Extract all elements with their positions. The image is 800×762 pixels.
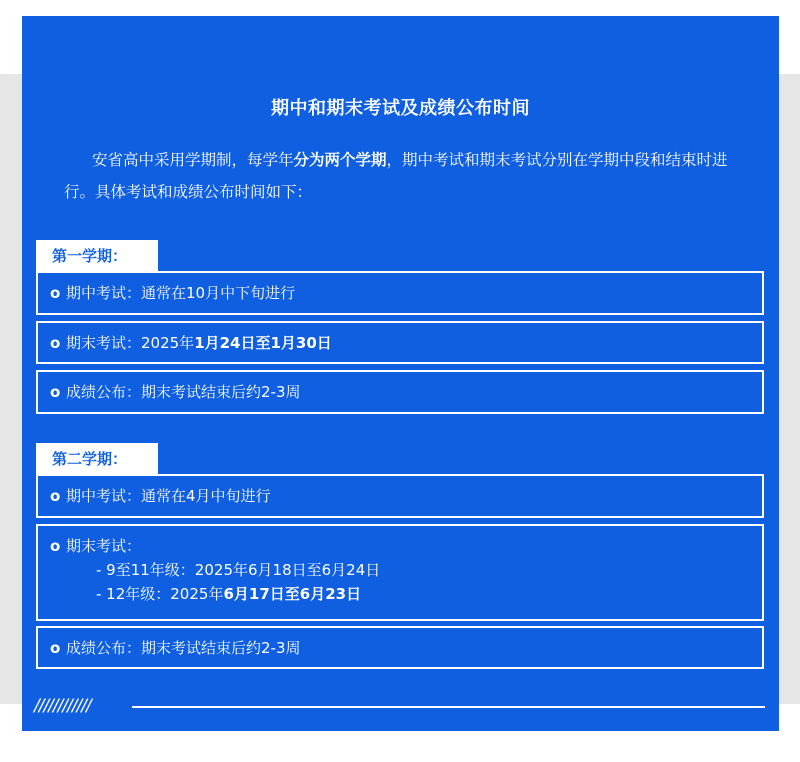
- semester1-grades-text: 成绩公布：期末考试结束后约2-3周: [66, 383, 301, 401]
- semester1-tab: 第一学期：: [36, 240, 158, 272]
- semester1-final-text: 期末考试：2025年: [66, 334, 195, 352]
- semester1-final-dates: 1月24日至1月30日: [194, 334, 332, 352]
- semester2-midterm-item: [36, 474, 764, 518]
- semester2-grades-text: 成绩公布：期末考试结束后约2-3周: [66, 639, 301, 657]
- intro-text-bold: 分为两个学期: [293, 151, 387, 169]
- bullet-icon: o: [50, 334, 61, 352]
- bullet-icon: o: [50, 639, 61, 657]
- semester1-midterm-text: 期中考试：通常在10月中下旬进行: [66, 284, 296, 302]
- semester2-final-line2-dates: 6月17日至6月23日: [223, 585, 362, 603]
- semester2-final-line1: - 9至11年级：2025年6月18日至6月24日: [96, 561, 381, 579]
- bullet-icon: o: [50, 487, 61, 505]
- semester2-final-line2: [50, 582, 762, 606]
- semester2-final-line2-prefix: - 12年级：2025年: [96, 585, 224, 603]
- bullet-icon: o: [50, 537, 61, 555]
- semester2-final-item: [36, 524, 764, 621]
- semester2-final-label: 期末考试：: [66, 537, 142, 555]
- bullet-icon: o: [50, 284, 61, 302]
- footer-slashes: ////////////: [34, 696, 91, 716]
- semester1-final-item: [36, 321, 764, 364]
- semester2-tab: 第二学期：: [36, 443, 158, 475]
- bullet-icon: o: [50, 383, 61, 401]
- info-card: [22, 16, 779, 731]
- intro-text-2: ，期中考试和期末考试分别在学期中段和结束时进行。具体考试和成绩公布时间如下：: [64, 151, 728, 201]
- intro-paragraph: [64, 144, 744, 208]
- semester2-midterm-text: 期中考试：通常在4月中旬进行: [66, 487, 271, 505]
- footer-divider: [132, 706, 765, 708]
- page-title: 期中和期末考试及成绩公布时间: [271, 98, 530, 119]
- semester2-grades-item: [36, 626, 764, 669]
- semester1-grades-item: [36, 370, 764, 414]
- semester1-midterm-item: [36, 271, 764, 315]
- intro-text-1: 安省高中采用学期制，每学年: [92, 151, 294, 169]
